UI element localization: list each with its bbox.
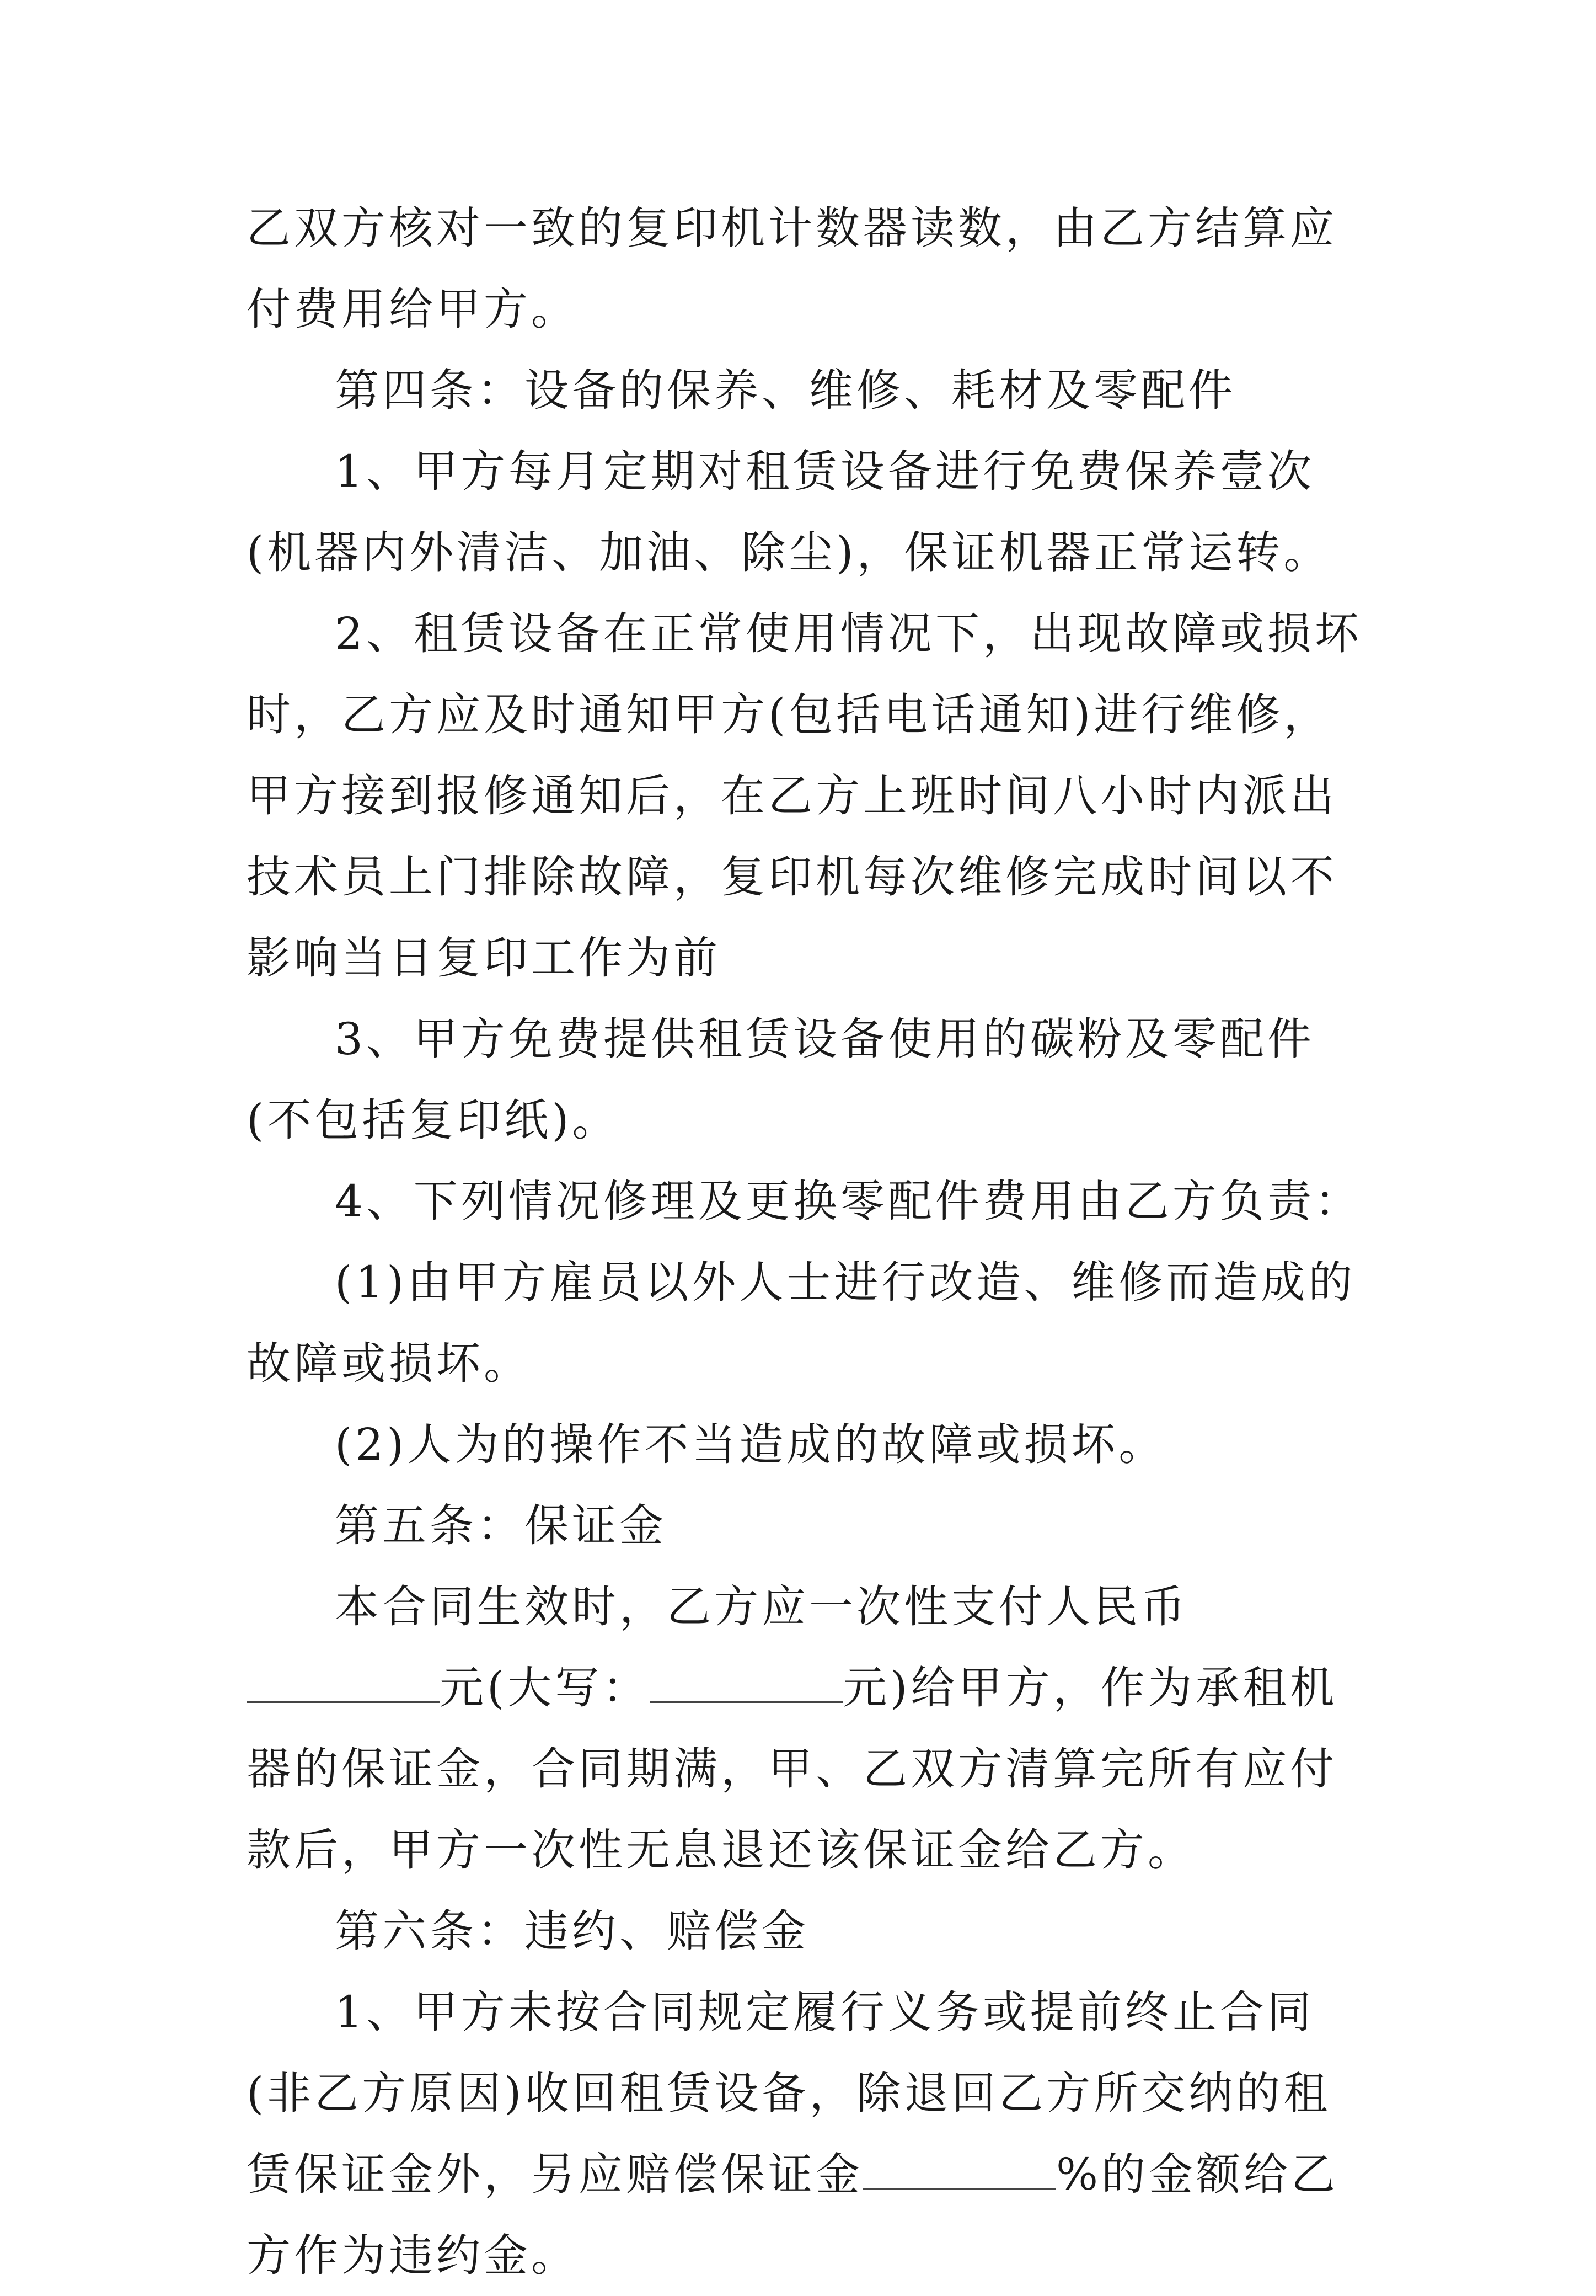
deposit-text-2: 元(大写： (440, 1662, 650, 1713)
deposit-text-1: 本合同生效时，乙方应一次性支付人民币 (335, 1581, 1188, 1632)
document-body (247, 188, 1372, 2296)
deposit-text-3: 元)给甲方，作为承租机器的保证金，合同期满，甲、乙双方清算完所有应付款后，甲方一次性无息退还该保证金给乙方。 (247, 1662, 1338, 1876)
paragraph-settlement: 乙双方核对一致的复印机计数器读数，由乙方结算应付费用给甲方。 (247, 202, 1337, 335)
paragraph-repair: 2、租赁设备在正常使用情况下，出现故障或损坏时，乙方应及时通知甲方(包括电话通知)进行维修，甲方接到报修通知后，在乙方上班时间八小时内派出技术员上门排除故障，复印机每次维修完成时间以不影响当日复印工作为前 (247, 608, 1362, 984)
paragraph-item-2: (2)人为的操作不当造成的故障或损坏。 (335, 1419, 1166, 1470)
deposit-amount-blank[interactable] (247, 1657, 440, 1703)
penalty-text-1: 1、甲方未按合同规定履行义务或提前终止合同(非乙方原因)收回租赁设备，除退回乙方所交纳的租赁保证金外，另应赔偿保证金 (247, 1987, 1331, 2200)
paragraph-tenant-responsibility: 4、下列情况修理及更换零配件费用由乙方负责： (335, 1176, 1362, 1227)
heading-article-4: 第四条：设备的保养、维修、耗材及零配件 (335, 365, 1236, 416)
penalty-percent-blank[interactable] (863, 2144, 1056, 2190)
heading-article-6: 第六条：违约、赔偿金 (335, 1905, 809, 1957)
heading-article-5: 第五条：保证金 (335, 1500, 667, 1551)
paragraph-penalty (247, 1972, 1372, 2296)
deposit-amount-words-blank[interactable] (650, 1657, 843, 1703)
paragraph-toner-parts: 3、甲方免费提供租赁设备使用的碳粉及零配件(不包括复印纸)。 (247, 1013, 1315, 1146)
paragraph-deposit (247, 1566, 1372, 1891)
paragraph-item-1: (1)由甲方雇员以外人士进行改造、维修而造成的故障或损坏。 (247, 1257, 1356, 1389)
penalty-text-2: %的金额给乙方作为违约金。 (247, 2149, 1339, 2281)
paragraph-maintenance: 1、甲方每月定期对租赁设备进行免费保养壹次(机器内外清洁、加油、除尘)，保证机器正常运转。 (247, 446, 1331, 578)
